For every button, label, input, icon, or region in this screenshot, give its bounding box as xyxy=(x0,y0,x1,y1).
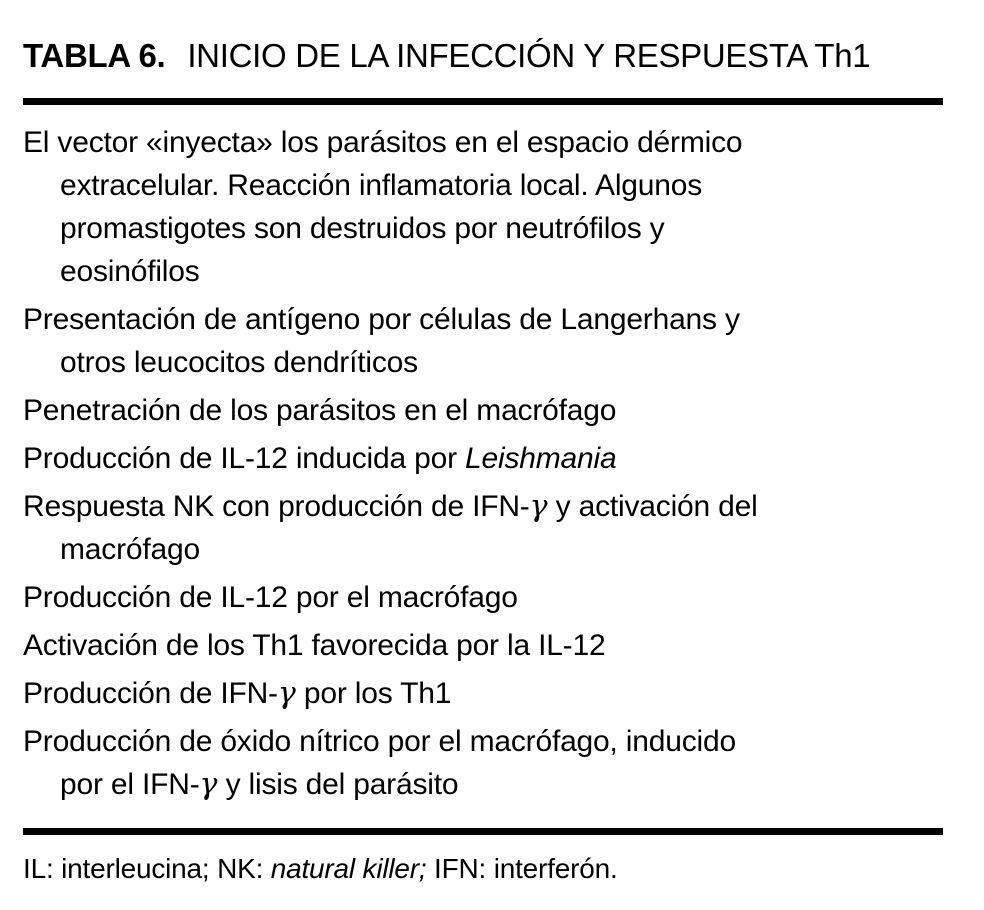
row-text: promastigotes son destruidos por neutrófilos y xyxy=(60,212,665,245)
footnote-text: IFN: interferón. xyxy=(426,853,618,884)
table-row-line xyxy=(23,485,943,528)
bottom-rule xyxy=(23,828,943,835)
row-text: Producción de IL-12 por el macrófago xyxy=(23,581,518,614)
gamma-symbol: γ xyxy=(199,767,218,802)
table-row-line xyxy=(23,528,943,571)
row-text: Producción de IFN- xyxy=(23,677,278,710)
row-text: y activación del xyxy=(547,490,758,523)
table-row xyxy=(23,672,943,715)
row-text: y lisis del parásito xyxy=(217,768,459,801)
footnote-italic-text: natural killer; xyxy=(270,853,427,884)
table-footnote xyxy=(23,851,943,887)
table-row-line xyxy=(23,389,943,432)
table-row-line xyxy=(23,672,943,715)
table-row xyxy=(23,576,943,619)
table-row-line xyxy=(23,250,943,293)
row-text: macrófago xyxy=(60,533,200,566)
table-row xyxy=(23,389,943,432)
italic-text: Leishmania xyxy=(465,442,617,475)
gamma-symbol: γ xyxy=(277,676,296,711)
table-row xyxy=(23,485,943,571)
table-content xyxy=(0,36,943,887)
table-row-line xyxy=(23,576,943,619)
table-row-line xyxy=(23,298,943,341)
row-text: Activación de los Th1 favorecida por la IL-12 xyxy=(23,629,606,662)
row-text: El vector «inyecta» los parásitos en el espacio dérmico xyxy=(23,126,743,159)
table-title xyxy=(23,36,943,76)
table-row-line xyxy=(23,720,943,763)
row-text: otros leucocitos dendríticos xyxy=(60,346,418,379)
row-text: extracelular. Reacción inflamatoria local. Algunos xyxy=(60,169,703,202)
table-row xyxy=(23,437,943,480)
row-text: Producción de IL-12 inducida por xyxy=(23,442,466,475)
footnote-text: IL: interleucina; NK: xyxy=(23,853,271,884)
top-rule xyxy=(23,98,943,105)
table-row-line xyxy=(23,624,943,667)
table-row-line xyxy=(23,207,943,250)
row-text: Producción de óxido nítrico por el macrófago, inducido xyxy=(23,725,736,758)
row-text: Presentación de antígeno por células de Langerhans y xyxy=(23,303,740,336)
row-text: por el IFN- xyxy=(60,768,200,801)
table-number-label: TABLA 6. xyxy=(23,37,166,74)
table-row xyxy=(23,720,943,806)
table-row-line xyxy=(23,763,943,806)
table-row xyxy=(23,298,943,384)
table-row-line xyxy=(23,164,943,207)
table-title-text: INICIO DE LA INFECCIÓN Y RESPUESTA Th1 xyxy=(187,37,871,74)
gamma-symbol: γ xyxy=(529,489,548,524)
table-rows xyxy=(23,121,943,806)
table-row-line xyxy=(23,341,943,384)
row-text: por los Th1 xyxy=(295,677,452,710)
row-text: Penetración de los parásitos en el macrófago xyxy=(23,394,617,427)
table-row xyxy=(23,121,943,293)
row-text: eosinófilos xyxy=(60,255,200,288)
row-text: Respuesta NK con producción de IFN- xyxy=(23,490,530,523)
table-row-line xyxy=(23,121,943,164)
table-row xyxy=(23,624,943,667)
table-row-line xyxy=(23,437,943,480)
